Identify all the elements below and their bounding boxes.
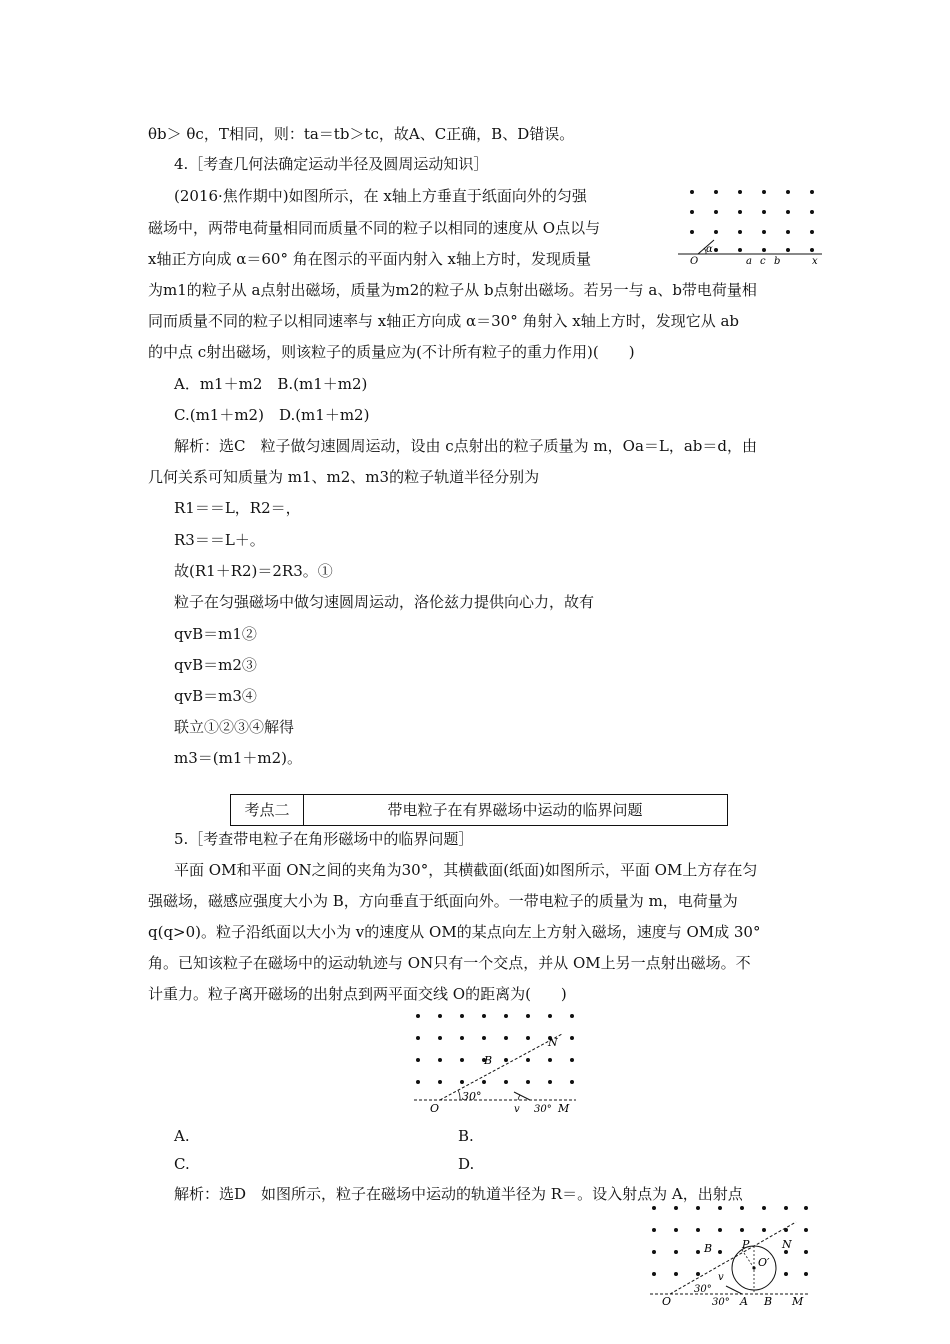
fig1-label-x: x bbox=[812, 256, 818, 264]
formula-3: qvB＝m2③ bbox=[174, 656, 257, 674]
fig3-label-v: v bbox=[718, 1272, 724, 1283]
text-line-26: 计重力。粒子离开磁场的出射点到两平面交线 O的距离为( ) bbox=[148, 985, 567, 1003]
formula-r3: R3＝＝L＋。 bbox=[174, 531, 265, 549]
text-line-6: 同而质量不同的粒子以相同速率与 x轴正方向成 α＝30° 角射入 x轴上方时，发现它从 ab bbox=[148, 312, 740, 330]
fig2-label-m: M bbox=[558, 1102, 570, 1114]
formula-1: 故(R1＋R2)＝2R3。① bbox=[174, 562, 333, 580]
fig2-label-n: N bbox=[548, 1036, 558, 1049]
text-line-24: q(q>0)。粒子沿纸面以大小为 v的速度从 OM的某点向左上方射入磁场，速度与 OM成 30° bbox=[148, 923, 761, 941]
fig3-label-a: A bbox=[740, 1295, 748, 1306]
text-line-23: 强磁场，磁感应强度大小为 B，方向垂直于纸面向外。一带电粒子的质量为 m，电荷量为 bbox=[148, 892, 738, 910]
figure-2-angular-field bbox=[410, 1010, 580, 1114]
fig2-label-v: v bbox=[514, 1104, 520, 1114]
fig3-label-m: M bbox=[792, 1295, 804, 1306]
option-c: C. bbox=[174, 1155, 190, 1173]
question-5-heading: 5.［考查带电粒子在角形磁场中的临界问题］ bbox=[174, 830, 474, 848]
fig2-label-angle-2: 30° bbox=[534, 1104, 552, 1114]
solution-5-line: 解析：选D 如图所示，粒子在磁场中运动的轨道半径为 R＝。设入射点为 A，出射点 bbox=[174, 1185, 743, 1203]
solution-line-2: 几何关系可知质量为 m1、m2、m3的粒子轨道半径分别为 bbox=[148, 468, 540, 486]
text-line-5: 为m1的粒子从 a点射出磁场，质量为m2的粒子从 b点射出磁场。若另一与 a、b带电荷量相 bbox=[148, 281, 757, 299]
question-4-heading: 4.［考查几何法确定运动半径及圆周运动知识］ bbox=[174, 155, 489, 173]
figure-1-magnetic-field bbox=[676, 184, 826, 264]
option-d: D. bbox=[458, 1155, 475, 1173]
fig3-label-n: N bbox=[782, 1238, 792, 1251]
topic-label: 考点二 bbox=[231, 795, 304, 825]
figure-3-solution-diagram bbox=[646, 1202, 812, 1306]
formula-r1-r2: R1＝＝L，R2＝， bbox=[174, 499, 301, 517]
fig3-label-p: P bbox=[742, 1238, 750, 1251]
fig2-label-o: O bbox=[430, 1102, 440, 1114]
fig3-label-angle-1: 30° bbox=[694, 1284, 712, 1295]
solution-line-4: 联立①②③④解得 bbox=[174, 718, 295, 736]
option-cd: C.(m1＋m2) D.(m1＋m2) bbox=[174, 406, 370, 424]
fig3-label-o: O bbox=[662, 1295, 672, 1306]
text-line-22: 平面 OM和平面 ON之间的夹角为30°，其横截面(纸面)如图所示，平面 OM上方存在匀 bbox=[174, 861, 758, 879]
fig1-label-alpha: α bbox=[706, 244, 713, 255]
formula-2: qvB＝m1② bbox=[174, 625, 257, 643]
fig3-label-o-prime: O′ bbox=[758, 1256, 770, 1269]
text-line-0: θb＞ θc，T相同，则：ta＝tb＞tc，故A、C正确，B、D错误。 bbox=[148, 125, 575, 143]
solution-line-1: 解析：选C 粒子做匀速圆周运动，设由 c点射出的粒子质量为 m，Oa＝L，ab＝d，由 bbox=[174, 437, 757, 455]
fig1-label-a: a bbox=[746, 256, 752, 264]
text-line-4: x轴正方向成 α＝60° 角在图示的平面内射入 x轴上方时，发现质量 bbox=[148, 250, 591, 268]
fig3-label-b-top: B bbox=[704, 1242, 713, 1255]
fig2-label-b: B bbox=[484, 1054, 493, 1067]
fig1-label-o: O bbox=[690, 256, 699, 264]
fig3-label-angle-2: 30° bbox=[712, 1297, 730, 1306]
fig1-label-b: b bbox=[774, 256, 781, 264]
option-b: B. bbox=[458, 1127, 474, 1145]
fig2-label-angle-1: 30° bbox=[462, 1090, 482, 1103]
topic-table bbox=[230, 794, 728, 826]
formula-result: m3＝(m1＋m2)。 bbox=[174, 749, 303, 767]
fig3-label-b: B bbox=[764, 1295, 773, 1306]
option-ab: A．m1＋m2 B.(m1＋m2) bbox=[174, 375, 368, 393]
fig1-label-c: c bbox=[760, 256, 766, 264]
formula-4: qvB＝m3④ bbox=[174, 687, 257, 705]
option-a: A. bbox=[174, 1127, 190, 1145]
solution-line-3: 粒子在匀强磁场中做匀速圆周运动，洛伦兹力提供向心力，故有 bbox=[174, 593, 595, 611]
topic-title: 带电粒子在有界磁场中运动的临界问题 bbox=[387, 801, 643, 819]
text-line-25: 角。已知该粒子在磁场中的运动轨迹与 ON只有一个交点，并从 OM上另一点射出磁场。不 bbox=[148, 954, 751, 972]
text-line-7: 的中点 c射出磁场，则该粒子的质量应为(不计所有粒子的重力作用)( ) bbox=[148, 343, 635, 361]
text-line-2: (2016·焦作期中)如图所示，在 x轴上方垂直于纸面向外的匀强 bbox=[174, 187, 587, 205]
text-line-3: 磁场中，两带电荷量相同而质量不同的粒子以相同的速度从 O点以与 bbox=[148, 219, 601, 237]
